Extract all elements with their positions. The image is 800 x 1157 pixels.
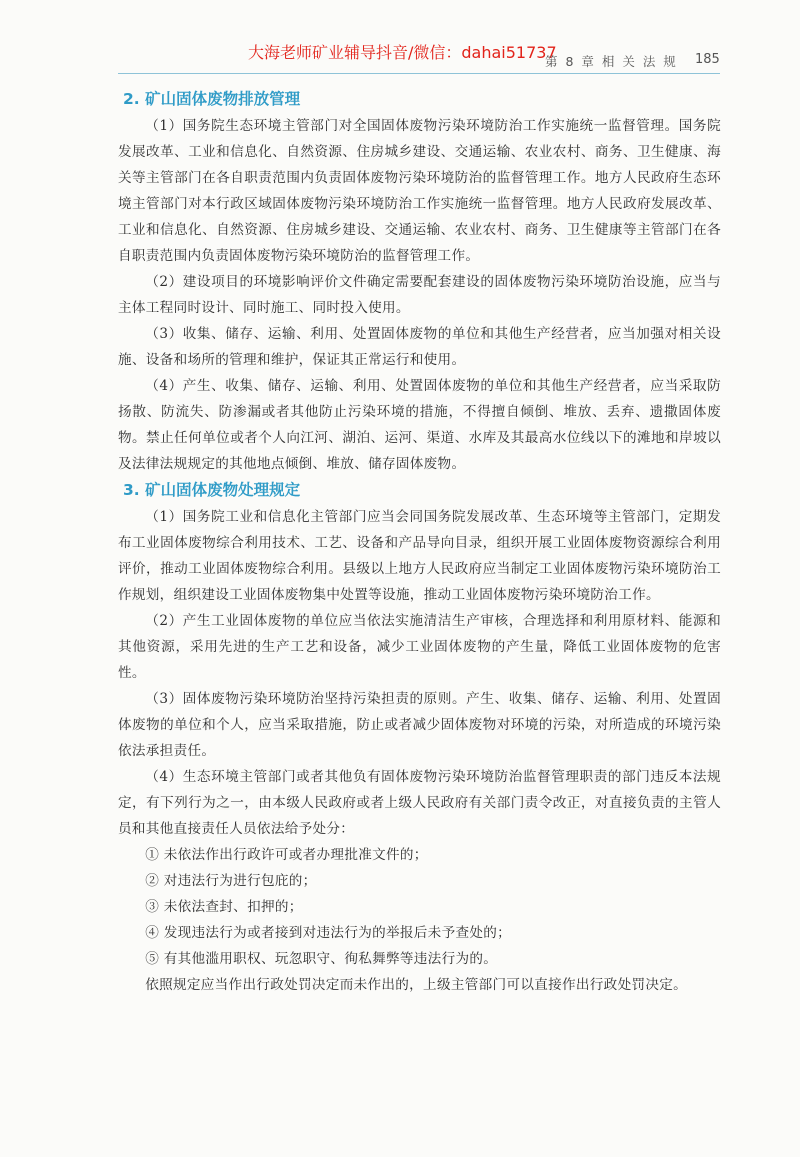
- paragraph: （4）生态环境主管部门或者其他负有固体废物污染环境防治监督管理职责的部门违反本法规定，有下列行为之一，由本级人民政府或者上级人民政府有关部门责令改正，对直接负责的主管人员和其他直接责任人员依法给予处分：: [118, 769, 721, 837]
- list-item: ⑤ 有其他滥用职权、玩忽职守、徇私舞弊等违法行为的。: [145, 951, 498, 967]
- page-body: [118, 86, 721, 998]
- paragraph: （3）固体废物污染环境防治坚持污染担责的原则。产生、收集、储存、运输、利用、处置固体废物的单位和个人，应当采取措施，防止或者减少固体废物对环境的污染，对所造成的环境污染依法承担责任。: [118, 691, 721, 759]
- header-divider: [118, 73, 720, 74]
- chapter-header: 第 8 章 相 关 法 规: [545, 54, 678, 69]
- section-heading-3: 3. 矿山固体废物处理规定: [123, 481, 301, 499]
- paragraph: （2）建设项目的环境影响评价文件确定需要配套建设的固体废物污染环境防治设施，应当与主体工程同时设计、同时施工、同时投入使用。: [118, 274, 721, 316]
- section-heading-2: 2. 矿山固体废物排放管理: [123, 90, 301, 108]
- paragraph: （3）收集、储存、运输、利用、处置固体废物的单位和其他生产经营者，应当加强对相关设施、设备和场所的管理和维护，保证其正常运行和使用。: [118, 326, 721, 368]
- page-number: 185: [695, 52, 720, 67]
- paragraph: （1）国务院生态环境主管部门对全国固体废物污染环境防治工作实施统一监督管理。国务院发展改革、工业和信息化、自然资源、住房城乡建设、交通运输、农业农村、商务、卫生健康、海关等主管部门在各自职责范围内负责固体废物污染环境防治的监督管理工作。地方人民政府生态环境主管部门对本行政区域固体废物污染环境防治工作实施统一监督管理。地方人民政府发展改革、工业和信息化、自然资源、住房城乡建设、交通运输、农业农村、商务、卫生健康等主管部门在各自职责范围内负责固体废物污染环境防治的监督管理工作。: [118, 118, 721, 264]
- watermark-text: 大海老师矿业辅导抖音/微信：dahai51737: [248, 43, 557, 62]
- list-item: ② 对违法行为进行包庇的；: [145, 873, 317, 889]
- closing-paragraph: 依照规定应当作出行政处罚决定而未作出的，上级主管部门可以直接作出行政处罚决定。: [145, 977, 688, 993]
- list-item: ④ 发现违法行为或者接到对违法行为的举报后未予查处的；: [145, 925, 512, 941]
- paragraph: （4）产生、收集、储存、运输、利用、处置固体废物的单位和其他生产经营者，应当采取防扬散、防流失、防渗漏或者其他防止污染环境的措施，不得擅自倾倒、堆放、丢弃、遗撒固体废物。禁止任何单位或者个人向江河、湖泊、运河、渠道、水库及其最高水位线以下的滩地和岸坡以及法律法规规定的其他地点倾倒、堆放、储存固体废物。: [118, 378, 721, 472]
- paragraph: （1）国务院工业和信息化主管部门应当会同国务院发展改革、生态环境等主管部门，定期发布工业固体废物综合利用技术、工艺、设备和产品导向目录，组织开展工业固体废物资源综合利用评价，推动工业固体废物综合利用。县级以上地方人民政府应当制定工业固体废物污染环境防治工作规划，组织建设工业固体废物集中处置等设施，推动工业固体废物污染环境防治工作。: [118, 509, 721, 603]
- paragraph: （2）产生工业固体废物的单位应当依法实施清洁生产审核，合理选择和利用原材料、能源和其他资源，采用先进的生产工艺和设备，减少工业固体废物的产生量，降低工业固体废物的危害性。: [118, 613, 721, 681]
- list-item: ① 未依法作出行政许可或者办理批准文件的；: [145, 847, 428, 863]
- list-item: ③ 未依法查封、扣押的；: [145, 899, 303, 915]
